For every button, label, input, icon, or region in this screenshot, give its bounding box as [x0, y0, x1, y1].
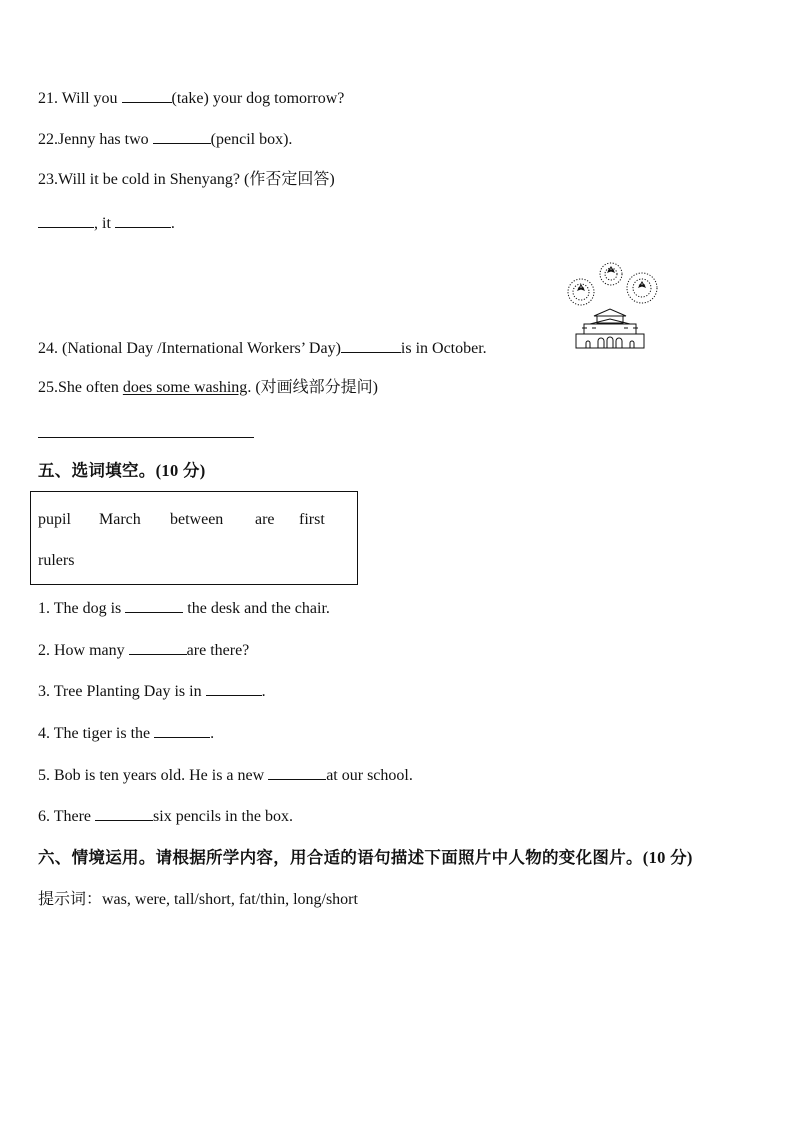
item-3-prefix: 3. Tree Planting Day is in [38, 683, 202, 700]
question-25 [38, 378, 378, 398]
question-24 [38, 338, 487, 359]
q24-prefix: (National Day /International Workers’ Day) [62, 340, 341, 357]
section-6-hint: 提示词：was, were, tall/short, fat/thin, long/short [38, 891, 358, 908]
q23-blank-2[interactable] [115, 213, 171, 228]
q24-suffix: is in October. [400, 340, 487, 357]
q23-end: . [170, 215, 175, 232]
item-1-suffix: the desk and the chair. [187, 600, 330, 617]
section-6-title: 六、情境运用。请根据所学内容，用合适的语句描述下面照片中人物的变化图片。(10 分) [38, 848, 693, 867]
item-5-suffix: at our school. [326, 767, 413, 784]
q23-text: 23.Will it be cold in Shenyang? (作否定回答) [38, 171, 335, 188]
section-5-item-4 [38, 723, 214, 744]
section-5-title: 五、选词填空。(10 分) [38, 461, 206, 480]
item-4-prefix: 4. The tiger is the [38, 725, 151, 742]
q21-blank[interactable] [122, 88, 172, 103]
q25-answer-line[interactable] [38, 437, 254, 438]
tiananmen-fireworks-icon [556, 260, 664, 350]
q24-blank[interactable] [341, 338, 401, 353]
word-bank-item: are [255, 511, 275, 528]
word-bank-item: first [299, 511, 325, 528]
q23-mid: , it [94, 215, 111, 232]
item-5-prefix: 5. Bob is ten years old. He is a new [38, 767, 265, 784]
item-2-prefix: 2. How many [38, 642, 125, 659]
section-5-item-1 [38, 598, 330, 619]
item-1-prefix: 1. The dog is [38, 600, 122, 617]
word-bank-item: rulers [38, 552, 75, 569]
item-2-blank[interactable] [129, 640, 187, 655]
item-3-suffix: . [261, 683, 266, 700]
q22-suffix: (pencil box). [210, 131, 293, 148]
q21-number: 21. [38, 90, 58, 107]
word-bank [30, 491, 358, 585]
question-23-answer [38, 213, 175, 234]
item-2-suffix: are there? [186, 642, 250, 659]
q25-prefix: 25.She often [38, 379, 119, 396]
item-1-blank[interactable] [125, 598, 183, 613]
item-6-blank[interactable] [95, 806, 153, 821]
section-5-item-6 [38, 806, 293, 827]
q22-blank[interactable] [153, 129, 211, 144]
question-21 [38, 88, 344, 109]
section-5-item-3 [38, 681, 266, 702]
q21-suffix: (take) your dog tomorrow? [171, 90, 345, 107]
q21-prefix: Will you [61, 90, 118, 107]
question-22 [38, 129, 292, 150]
word-bank-item: between [170, 511, 224, 528]
item-4-blank[interactable] [154, 723, 210, 738]
question-23 [38, 170, 335, 190]
section-5-item-5 [38, 765, 413, 786]
word-bank-item: pupil [38, 511, 71, 528]
word-bank-item: March [99, 511, 141, 528]
item-6-prefix: 6. There [38, 808, 92, 825]
q22-prefix: 22.Jenny has two [38, 131, 149, 148]
item-3-blank[interactable] [206, 681, 262, 696]
q24-number: 24. [38, 340, 58, 357]
item-4-suffix: . [210, 725, 215, 742]
q25-suffix: . (对画线部分提问) [247, 379, 378, 396]
item-6-suffix: six pencils in the box. [153, 808, 293, 825]
q23-blank-1[interactable] [38, 213, 94, 228]
section-5-item-2 [38, 640, 249, 661]
item-5-blank[interactable] [268, 765, 326, 780]
q25-underlined-phrase: does some washing [122, 379, 248, 396]
